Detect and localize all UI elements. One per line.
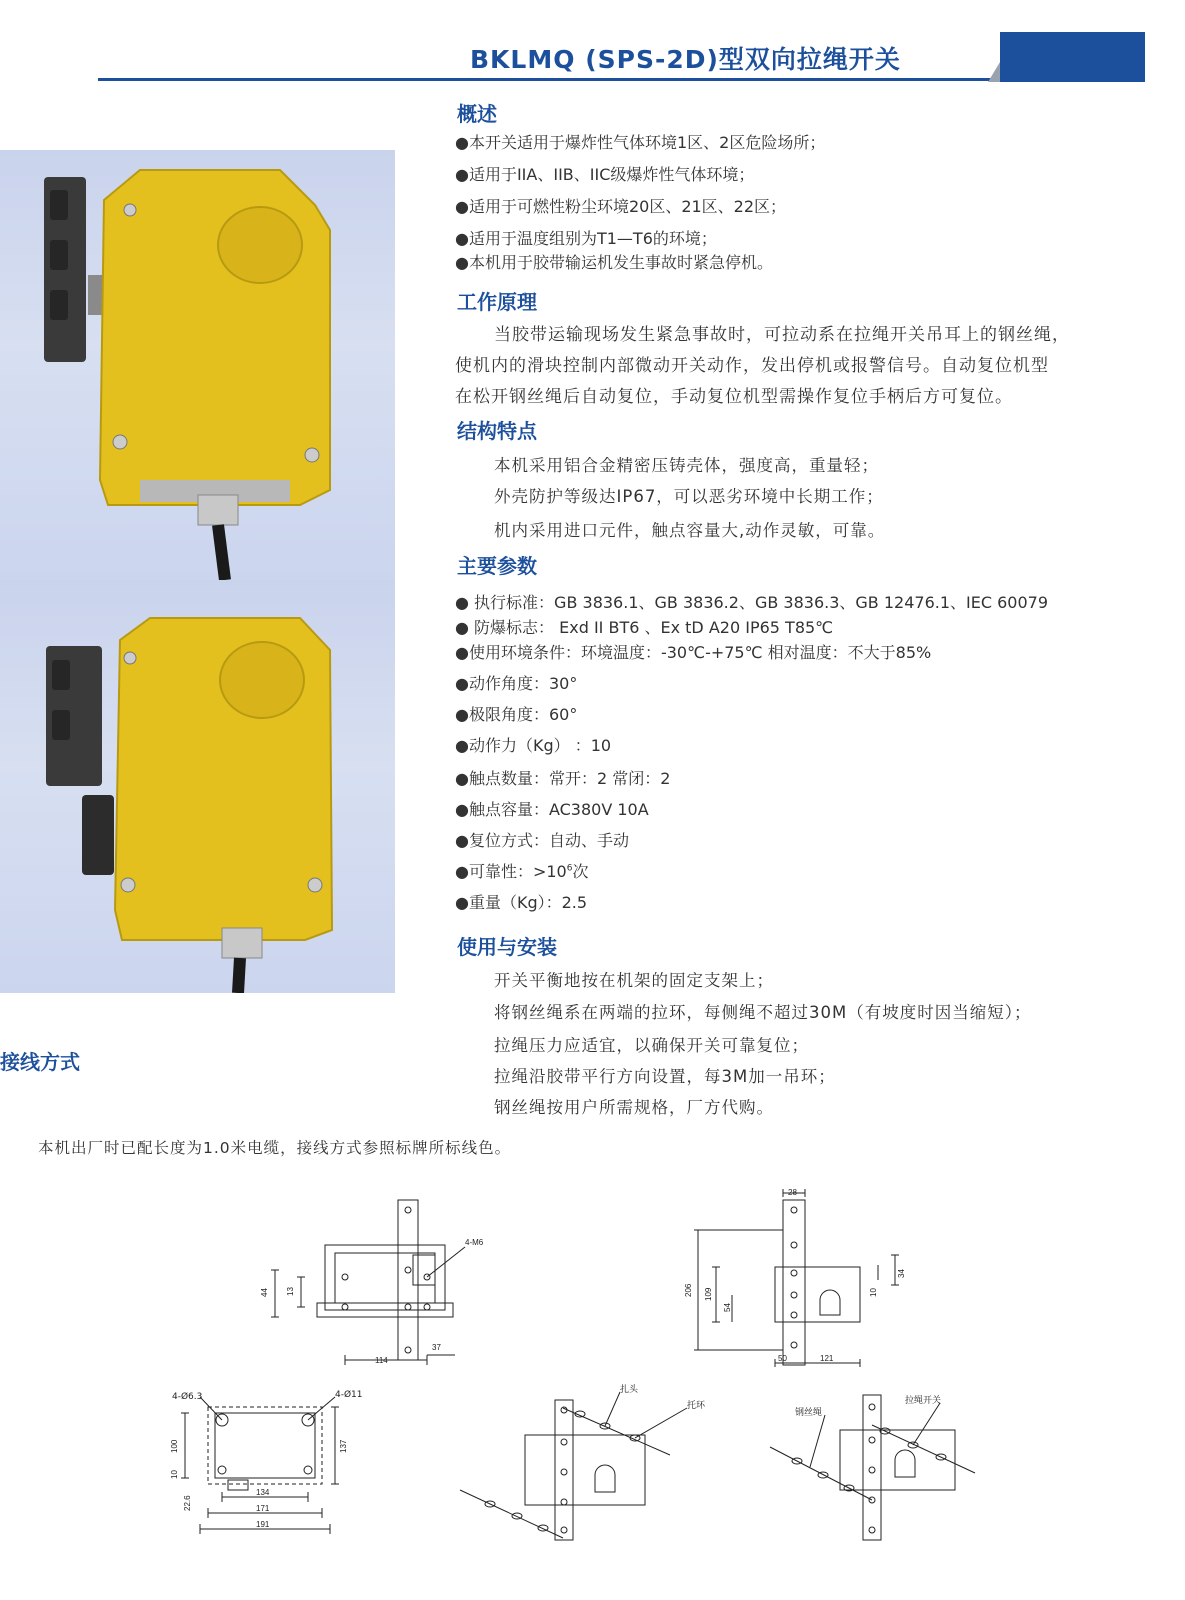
- params-list: [455, 590, 1048, 918]
- dim-137: 137: [339, 1439, 348, 1453]
- list-item: ●极限角度：60°: [455, 705, 578, 724]
- wiring-note: 本机出厂时已配长度为1.0米电缆，接线方式参照标牌所标线色。: [38, 1139, 512, 1157]
- list-item: ●动作角度：30°: [455, 674, 578, 693]
- dim-10-base: 10: [170, 1470, 179, 1479]
- dim-10: 10: [869, 1288, 878, 1297]
- product-photo-auto-reset: [0, 150, 395, 580]
- drawing-side-view: [680, 1185, 910, 1370]
- principle-line: 使机内的滑块控制内部微动开关动作，发出停机或报警信号。自动复位机型: [455, 356, 1049, 376]
- label-4-d11: 4-Ø11: [335, 1390, 363, 1400]
- dim-171: 171: [256, 1504, 270, 1513]
- label-ring: 托环: [687, 1401, 705, 1411]
- dim-22-6: 22.6: [183, 1495, 192, 1511]
- list-item: ●本开关适用于爆炸性气体环境1区、2区危险场所；: [455, 133, 826, 152]
- principle-line: 当胶带运输现场发生紧急事故时，可拉动系在拉绳开关吊耳上的钢丝绳，: [494, 325, 1070, 345]
- list-item: ●触点数量：常开：2 常闭：2: [455, 769, 671, 788]
- dim-50: 50: [778, 1354, 787, 1363]
- list-item: ● 执行标准：GB 3836.1、GB 3836.2、GB 3836.3、GB 12476.1、IEC 60079: [455, 593, 1048, 612]
- list-item: 外壳防护等级达IP67，可以恶劣环境中长期工作；: [494, 487, 884, 506]
- principle-heading: 工作原理: [457, 290, 537, 314]
- dim-206: 206: [684, 1283, 693, 1297]
- list-item: ●适用于可燃性粉尘环境20区、21区、22区；: [455, 197, 787, 216]
- overview-heading: 概述: [457, 102, 497, 126]
- list-item: ●本机用于胶带输运机发生事故时紧急停机。: [455, 253, 773, 272]
- dim-100: 100: [170, 1439, 179, 1453]
- list-item: ● 防爆标志： Exd II BT6 、Ex tD A20 IP65 T85℃: [455, 618, 834, 637]
- header-block: [1000, 32, 1145, 82]
- header-rule: [98, 78, 998, 81]
- reliability-prefix: ●可靠性：>10: [455, 862, 567, 881]
- label-4-d6-3: 4-Ø6.3: [172, 1392, 203, 1402]
- dim-34: 34: [897, 1269, 906, 1278]
- label-wire-rope: 钢丝绳: [795, 1408, 823, 1418]
- list-item-reliability: [455, 859, 1048, 890]
- page-title: BKLMQ (SPS-2D)型双向拉绳开关: [470, 45, 901, 74]
- dim-13: 13: [286, 1287, 295, 1296]
- dim-37: 37: [432, 1343, 441, 1352]
- drawing-install-two: [765, 1385, 985, 1545]
- drawing-base-view: [160, 1385, 375, 1545]
- list-item: ●触点容量：AC380V 10A: [455, 800, 649, 819]
- list-item: ●复位方式：自动、手动: [455, 831, 629, 850]
- list-item: ●动作力（Kg） ：10: [455, 736, 612, 755]
- dim-109: 109: [704, 1287, 713, 1301]
- label-knot: 扎头: [620, 1385, 639, 1395]
- list-item: 将钢丝绳系在两端的拉环，每侧绳不超过30M（有坡度时因当缩短）；: [494, 1003, 1032, 1022]
- label-4-m6: 4-M6: [465, 1238, 484, 1247]
- dim-44: 44: [260, 1288, 269, 1297]
- list-item: ●适用于温度组别为T1—T6的环境；: [455, 229, 717, 248]
- product-photo-manual-reset: [0, 580, 395, 993]
- overview-list: [455, 130, 825, 276]
- dim-121: 121: [820, 1354, 834, 1363]
- list-item: 拉绳沿胶带平行方向设置，每3M加一吊环；: [494, 1067, 836, 1086]
- list-item: ●使用环境条件：环境温度：-30℃-+75℃ 相对温度：不大于85%: [455, 643, 932, 662]
- install-list: [494, 967, 1031, 1124]
- reliability-suffix: 次: [572, 862, 589, 881]
- dim-28: 28: [788, 1188, 797, 1197]
- list-item: ●适用于IIA、IIB、IIC级爆炸性气体环境；: [455, 165, 755, 184]
- reliability-exponent: 6: [566, 863, 573, 874]
- dim-54: 54: [723, 1303, 732, 1312]
- list-item: 开关平衡地按在机架的固定支架上；: [494, 971, 774, 990]
- params-heading: 主要参数: [457, 554, 537, 578]
- install-heading: 使用与安装: [457, 935, 557, 959]
- list-item: ●重量（Kg）：2.5: [455, 893, 588, 912]
- dim-134: 134: [256, 1488, 270, 1497]
- structure-heading: 结构特点: [457, 419, 537, 443]
- structure-list: [494, 452, 885, 547]
- list-item: 本机采用铝合金精密压铸壳体，强度高，重量轻；: [494, 456, 879, 475]
- dim-114: 114: [375, 1356, 388, 1365]
- list-item: 钢丝绳按用户所需规格，厂方代购。: [494, 1098, 774, 1117]
- drawing-front-view: [255, 1195, 485, 1370]
- principle-line: 在松开钢丝绳后自动复位，手动复位机型需操作复位手柄后方可复位。: [455, 387, 1013, 407]
- drawing-install-one: [455, 1380, 705, 1545]
- dim-191: 191: [256, 1520, 270, 1529]
- wiring-heading: 接线方式: [0, 1050, 80, 1074]
- list-item: 机内采用进口元件，触点容量大,动作灵敏，可靠。: [494, 521, 886, 540]
- label-pull-switch: 拉绳开关: [905, 1396, 942, 1406]
- list-item: 拉绳压力应适宜，以确保开关可靠复位；: [494, 1036, 809, 1055]
